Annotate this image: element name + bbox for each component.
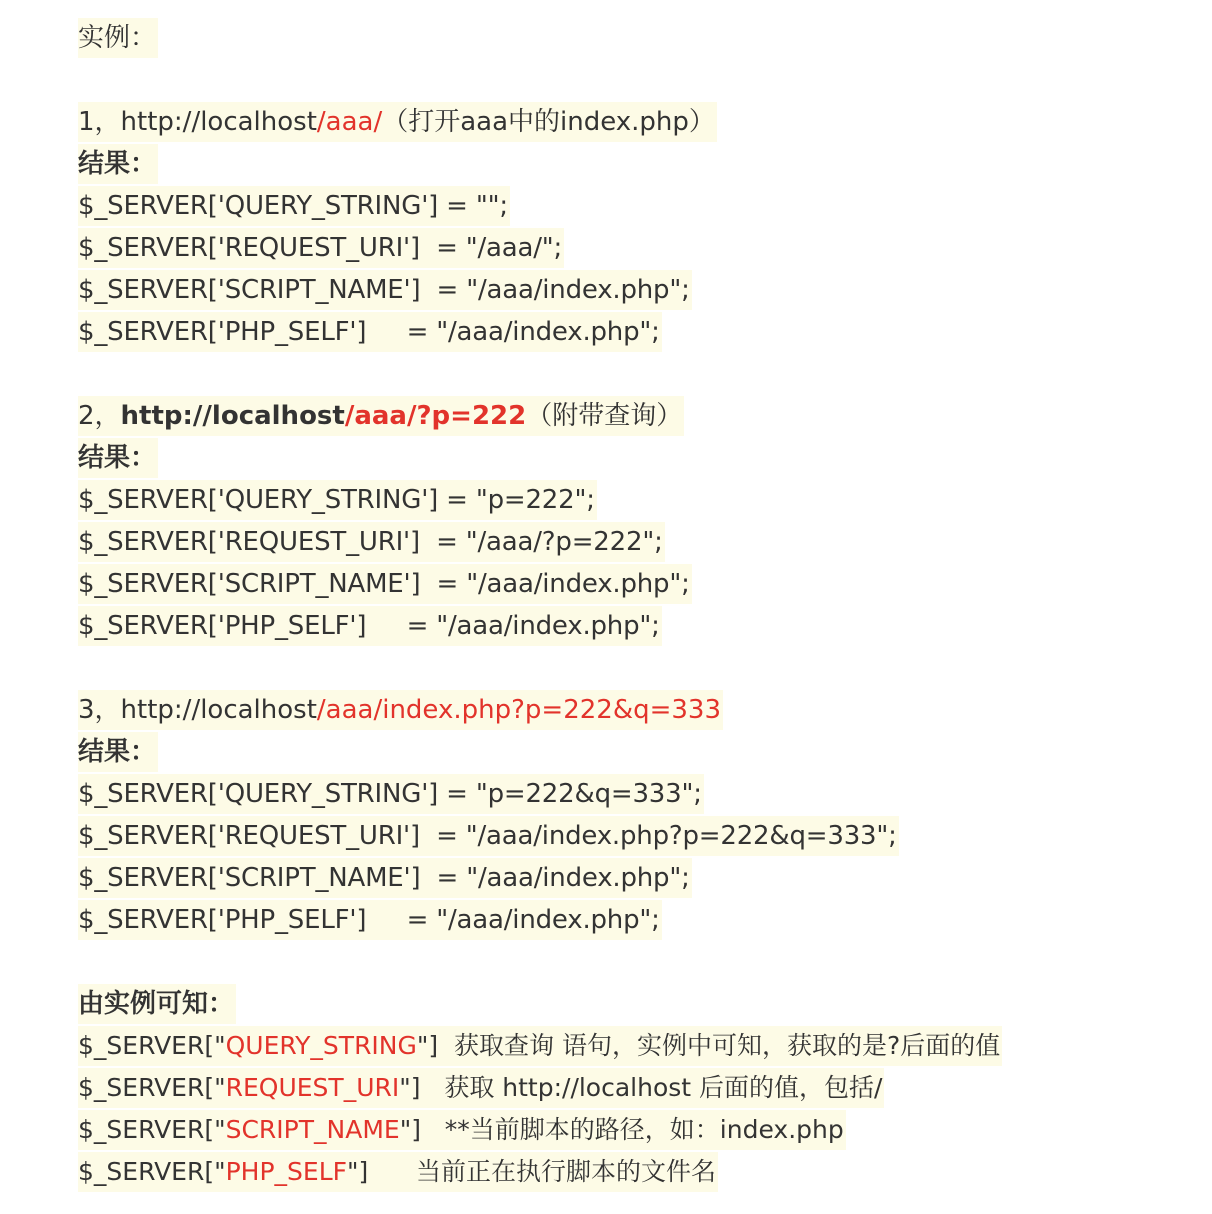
conclusion-key: SCRIPT_NAME [225,1115,400,1144]
conclusion-label: 由实例可知： [78,984,236,1024]
code-line: $_SERVER['QUERY_STRING'] = "p=222&q=333"; [78,774,704,814]
conclusion-desc: "] 获取查询 语句，实例中可知，获取的是?后面的值 [416,1031,1001,1060]
conclusion-pre: $_SERVER[" [78,1073,226,1102]
example-1-host: http://localhost [120,107,317,137]
example-3-result-label: 结果： [78,732,158,772]
spacer [78,942,1198,984]
example-1-note: （打开aaa中的index.php） [382,107,715,137]
conclusion-pre: $_SERVER[" [78,1157,226,1186]
example-2-host: http://localhost [120,401,345,431]
document-body [78,18,1198,1194]
example-3-row-2 [78,816,1198,858]
code-line: $_SERVER['QUERY_STRING'] = ""; [78,186,510,226]
conclusion-key: QUERY_STRING [225,1031,417,1060]
example-1-prefix: 1， [78,107,121,137]
example-1-row-1 [78,186,1198,228]
code-line: $_SERVER['PHP_SELF'] = "/aaa/index.php"; [78,606,662,646]
example-3-host: http://localhost [120,695,317,725]
example-1-url [78,102,717,142]
example-3-row-4 [78,900,1198,942]
section-title: 实例： [78,18,158,58]
code-line: $_SERVER['QUERY_STRING'] = "p=222"; [78,480,597,520]
conclusion-key: REQUEST_URI [225,1073,400,1102]
example-3-url [78,690,723,730]
code-line: $_SERVER['REQUEST_URI'] = "/aaa/?p=222"; [78,522,665,562]
example-2-result-label: 结果： [78,438,158,478]
example-2-result-label-line [78,438,1198,480]
example-1-row-4 [78,312,1198,354]
example-1-result-label: 结果： [78,144,158,184]
conclusion-text [78,1152,718,1192]
example-1-row-3 [78,270,1198,312]
conclusion-text [78,1068,884,1108]
code-line: $_SERVER['SCRIPT_NAME'] = "/aaa/index.php"; [78,858,692,898]
example-2-row-2 [78,522,1198,564]
example-1-url-line [78,102,1198,144]
conclusion-pre: $_SERVER[" [78,1115,226,1144]
example-2-url [78,396,684,436]
example-2-row-1 [78,480,1198,522]
conclusion-row-4 [78,1152,1198,1194]
example-3-row-1 [78,774,1198,816]
spacer [78,354,1198,396]
example-3-result-label-line [78,732,1198,774]
example-2-row-3 [78,564,1198,606]
conclusion-pre: $_SERVER[" [78,1031,226,1060]
conclusion-text [78,1110,846,1150]
code-line: $_SERVER['PHP_SELF'] = "/aaa/index.php"; [78,900,662,940]
code-line: $_SERVER['PHP_SELF'] = "/aaa/index.php"; [78,312,662,352]
code-line: $_SERVER['REQUEST_URI'] = "/aaa/"; [78,228,564,268]
conclusion-key: PHP_SELF [225,1157,348,1186]
spacer [78,60,1198,102]
code-line: $_SERVER['SCRIPT_NAME'] = "/aaa/index.php"; [78,564,692,604]
example-2-path: /aaa/?p=222 [344,401,527,431]
example-1-row-2 [78,228,1198,270]
conclusion-label-line [78,984,1198,1026]
example-2-row-4 [78,606,1198,648]
example-1-result-label-line [78,144,1198,186]
example-3-prefix: 3， [78,695,121,725]
code-line: $_SERVER['SCRIPT_NAME'] = "/aaa/index.php"; [78,270,692,310]
conclusion-text [78,1026,1002,1066]
example-2-url-line [78,396,1198,438]
example-2-note: （附带查询） [526,401,683,431]
example-3-path: /aaa/index.php?p=222&q=333 [316,695,722,725]
example-3-row-3 [78,858,1198,900]
example-2-prefix: 2， [78,401,121,431]
example-3-url-line [78,690,1198,732]
conclusion-row-2 [78,1068,1198,1110]
conclusion-desc: "] **当前脚本的路径，如：index.php [399,1115,844,1144]
example-1-path: /aaa/ [316,107,383,137]
conclusion-desc: "] 当前正在执行脚本的文件名 [347,1157,716,1186]
conclusion-desc: "] 获取 http://localhost 后面的值，包括/ [399,1073,883,1102]
section-title-line [78,18,1198,60]
conclusion-row-1 [78,1026,1198,1068]
spacer [78,648,1198,690]
code-line: $_SERVER['REQUEST_URI'] = "/aaa/index.php?p=222&q=333"; [78,816,899,856]
conclusion-row-3 [78,1110,1198,1152]
